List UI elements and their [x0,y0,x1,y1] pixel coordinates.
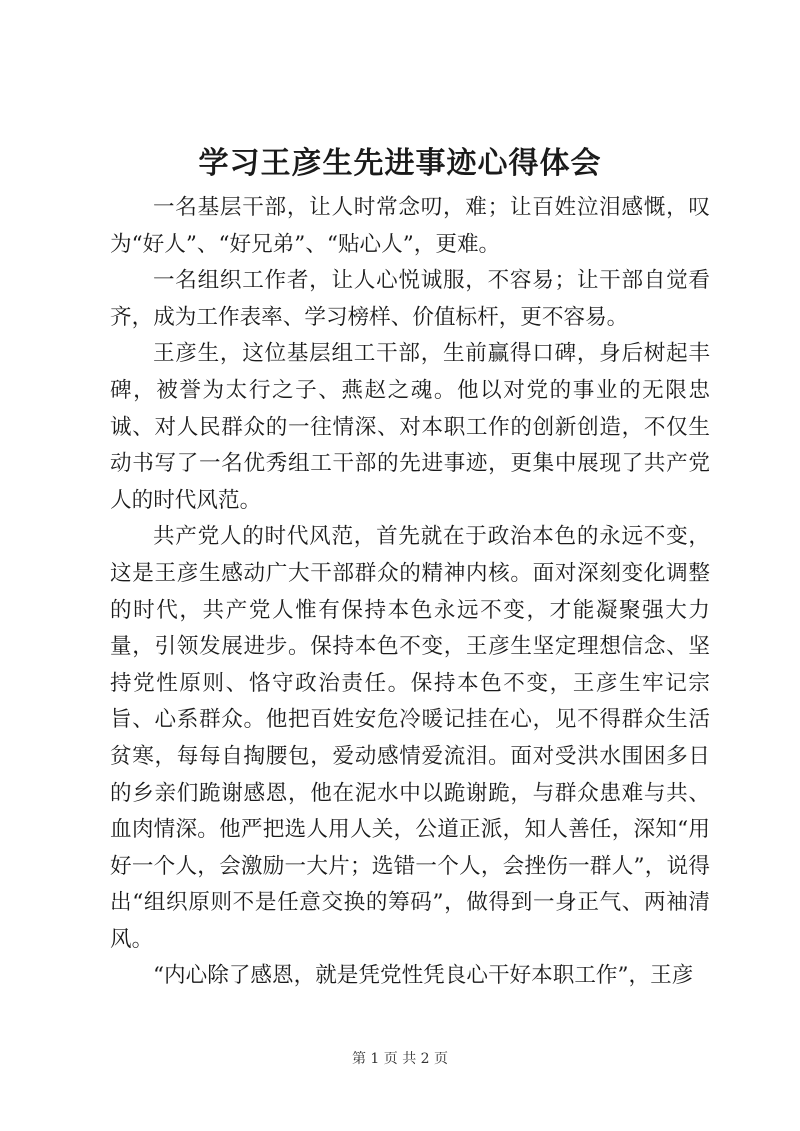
paragraph: 一名组织工作者，让人心悦诚服，不容易；让干部自觉看齐，成为工作表率、学习榜样、价值标杆，更不容易。 [110,268,710,330]
page-footer: 第 1 页 共 2 页 [351,1051,449,1067]
paragraph: 王彦生，这位基层组工干部，生前赢得口碑，身后树起丰碑，被誉为太行之子、燕赵之魂。他以对党的事业的无限忠诚、对人民群众的一往情深、对本职工作的创新创造，不仅生动书写了一名优秀组工干部的先进事迹，更集中展现了共产党人的时代风范。 [110,341,710,513]
document-body [110,190,710,995]
paragraph: 共产党人的时代风范，首先就在于政治本色的永远不变，这是王彦生感动广大干部群众的精神内核。面对深刻变化调整的时代，共产党人惟有保持本色永远不变，才能凝聚强大力量，引领发展进步。保持本色不变，王彦生坚定理想信念、坚持党性原则、恪守政治责任。保持本色不变，王彦生牢记宗旨、心系群众。他把百姓安危冷暖记挂在心，见不得群众生活贫寒，每每自掏腰包，爱动感情爱流泪。面对受洪水围困多日的乡亲们跪谢感恩，他在泥水中以跪谢跪，与群众患难与共、血肉情深。他严把选人用人关，公道正派，知人善任，深知“用好一个人，会激励一大片；选错一个人，会挫伤一群人”，说得出“组织原则不是任意交换的筹码”，做得到一身正气、两袖清风。 [110,524,710,952]
paragraph: “内心除了感恩，就是凭党性凭良心干好本职工作”，王彦 [153,963,694,989]
page-title: 学习王彦生先进事迹心得体会 [198,146,602,181]
paragraph: 一名基层干部，让人时常念叨，难；让百姓泣泪感慨，叹为“好人”、“好兄弟”、“贴心人”，更难。 [110,195,710,257]
